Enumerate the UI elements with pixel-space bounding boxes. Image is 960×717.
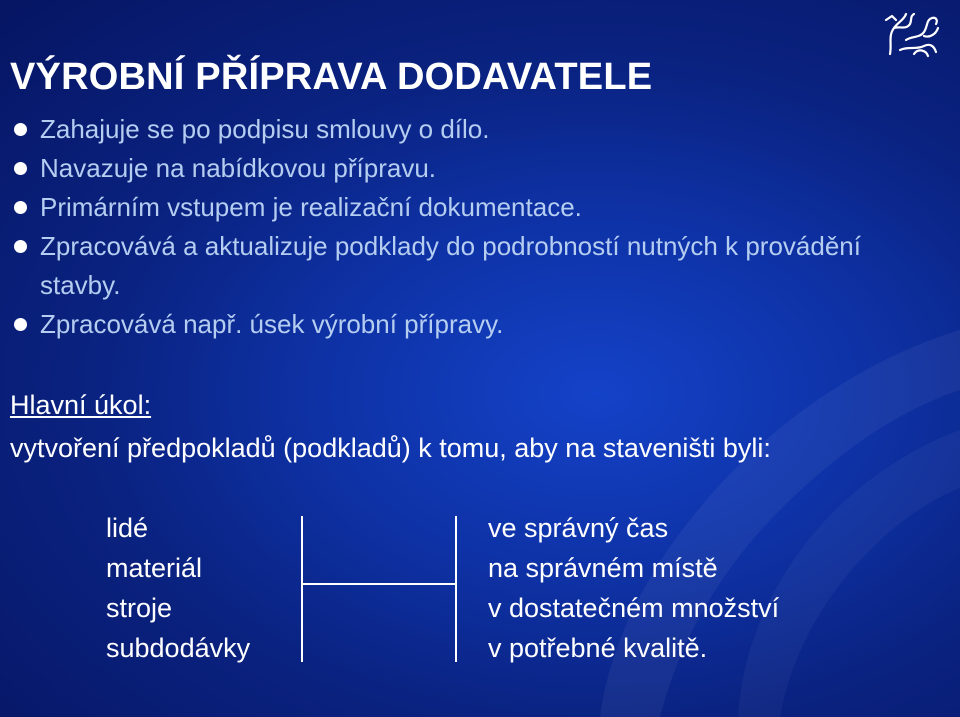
main-task-heading: Hlavní úkol: (10, 390, 152, 420)
resource-item: materiál (106, 553, 203, 583)
resources-list (106, 508, 250, 668)
resource-item: stroje (106, 593, 173, 623)
bullet-text: Zpracovává a aktualizuje podklady do podrobností nutných k provádění stavby. (40, 231, 861, 300)
main-task-sentence: vytvoření předpokladů (podkladů) k tomu, aby na staveništi byli: (10, 433, 771, 463)
bullet-list (14, 110, 944, 344)
bullet-item (14, 227, 944, 305)
condition-item: na správném místě (488, 553, 718, 583)
bullet-item (14, 305, 944, 344)
round-bullet-icon (14, 162, 27, 175)
resource-item: lidé (106, 513, 149, 543)
resource-item: subdodávky (106, 633, 251, 663)
conditions-list (488, 508, 779, 668)
round-bullet-icon (14, 240, 27, 253)
bracket-connector (296, 514, 460, 664)
condition-item: v potřebné kvalitě. (488, 633, 708, 663)
bullet-text: Zahajuje se po podpisu smlouvy o dílo. (40, 114, 490, 144)
slide-title: VÝROBNÍ PŘÍPRAVA DODAVATELE (10, 56, 653, 98)
condition-item: ve správný čas (488, 513, 669, 543)
condition-item: v dostatečném množství (488, 593, 780, 623)
university-lion-logo-icon (880, 10, 942, 60)
bullet-item (14, 188, 944, 227)
round-bullet-icon (14, 201, 27, 214)
bullet-text: Zpracovává např. úsek výrobní přípravy. (40, 309, 504, 339)
bullet-item (14, 149, 944, 188)
bullet-text: Primárním vstupem je realizační dokumentace. (40, 192, 582, 222)
round-bullet-icon (14, 318, 27, 331)
round-bullet-icon (14, 123, 27, 136)
bullet-text: Navazuje na nabídkovou přípravu. (40, 153, 437, 183)
bullet-item (14, 110, 944, 149)
